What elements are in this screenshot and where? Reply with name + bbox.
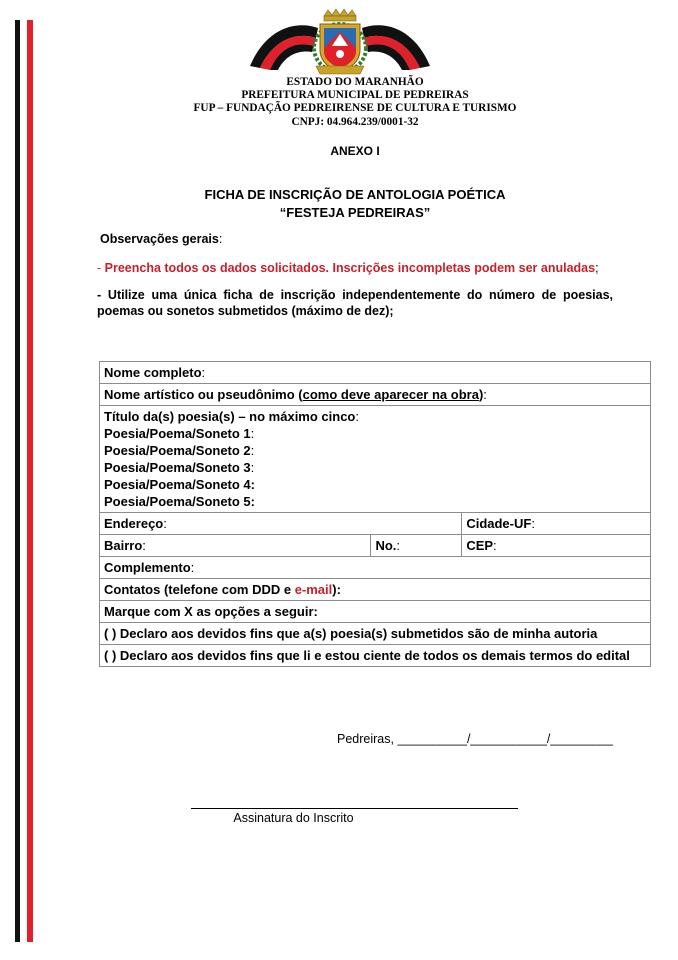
neighborhood-field[interactable] [100,535,371,557]
poem-3 [104,459,646,476]
observations-heading-colon: : [218,232,223,246]
row-complement [100,557,651,579]
note-fill-all-data [97,261,599,275]
row-full-name [100,362,651,384]
address-field[interactable] [100,513,462,535]
declaration-authorship-checkbox[interactable]: ( ) Declaro aos devidos fins que a(s) poesia(s) submetidos são de minha autoria [100,623,651,645]
note1-semicolon: ; [595,261,599,275]
row-declaration-1 [100,623,651,645]
neighborhood-label: Bairro [104,538,143,553]
colon: : [355,409,359,424]
colon: : [531,516,535,531]
mark-x-instruction: Marque com X as opções a seguir: [100,601,651,623]
number-label: No. [375,538,397,553]
full-name-label: Nome completo [104,365,202,380]
observations-heading [100,232,222,246]
zip-label: CEP [466,538,494,553]
poem-1-label: Poesia/Poema/Soneto 1 [104,426,251,441]
header-state: ESTADO DO MARANHÃO [286,76,424,88]
coat-of-arms-icon [246,8,434,76]
city-label: Cidade-UF [466,516,532,531]
poem-2 [104,442,646,459]
complement-label: Complemento [104,560,191,575]
artistic-name-paren: ) [478,387,484,402]
row-contacts [100,579,651,601]
form-title-line2: “FESTEJA PEDREIRAS” [279,205,431,220]
date-line[interactable]: Pedreiras, __________/___________/_________ [337,732,613,746]
header-prefecture: PREFEITURA MUNICIPAL DE PEDREIRAS [241,89,469,102]
colon: : [142,538,146,553]
artistic-name-label: Nome artístico ou pseudônimo ( [104,387,303,402]
poem-1 [104,425,646,442]
row-declaration-2 [100,645,651,667]
zip-field[interactable] [462,535,651,557]
colon: : [250,426,255,441]
colon: : [483,387,487,402]
row-mark-x [100,601,651,623]
note-single-form: - Utilize uma única ficha de inscrição independentemente do número de poesias, poemas ou sonetos submetidos (máximo de dez); [97,288,613,318]
institution-header [150,76,560,129]
complement-field[interactable] [100,557,651,579]
signature-label: Assinatura do Inscrito [233,811,354,825]
colon: : [190,560,195,575]
note1-dash: - [97,261,105,275]
poem-5 [104,493,646,510]
row-poem-titles [100,406,651,513]
colon: : [201,365,206,380]
declaration-terms-checkbox[interactable]: ( ) Declaro aos devidos fins que li e estou ciente de todos os demais termos do edital [100,645,651,667]
left-stripe-red [27,20,33,942]
left-stripe-black [15,20,20,942]
observations-heading-text: Observações gerais [100,232,219,246]
colon: : [493,538,497,553]
poem-titles-field[interactable] [100,406,651,513]
row-address [100,513,651,535]
colon: : [163,516,167,531]
header-cnpj: CNPJ: 04.964.239/0001-32 [291,115,419,128]
poem-2-label: Poesia/Poema/Soneto 2 [104,443,251,458]
poem-5-label: Poesia/Poema/Soneto 5: [104,494,255,509]
colon: : [396,538,401,553]
contacts-field[interactable] [100,579,651,601]
form-title [150,186,560,222]
artistic-name-hint: como deve aparecer na obra [302,387,479,402]
poem-titles-label: Título da(s) poesia(s) – no máximo cinco [104,409,356,424]
address-label: Endereço [104,516,164,531]
row-artistic-name [100,384,651,406]
artistic-name-field[interactable] [100,384,651,406]
full-name-field[interactable] [100,362,651,384]
form-title-line1: FICHA DE INSCRIÇÃO DE ANTOLOGIA POÉTICA [204,187,506,202]
poem-4 [104,476,646,493]
city-field[interactable] [462,513,651,535]
signature-line[interactable] [191,808,518,809]
row-neighborhood [100,535,651,557]
contacts-email-word: e-mail [294,582,333,597]
colon: : [250,460,255,475]
annex-title: ANEXO I [330,144,380,158]
contacts-label: Contatos (telefone com DDD e [104,582,295,597]
poem-3-label: Poesia/Poema/Soneto 3 [104,460,251,475]
note1-text: Preencha todos os dados solicitados. Inscrições incompletas podem ser anuladas [104,261,596,275]
header-foundation: FUP – FUNDAÇÃO PEDREIRENSE DE CULTURA E TURISMO [193,102,517,115]
number-field[interactable] [371,535,462,557]
poem-titles-heading [104,408,646,425]
registration-form-table [99,361,651,667]
contacts-suffix: ): [332,582,341,597]
poem-4-label: Poesia/Poema/Soneto 4: [104,477,255,492]
colon: : [250,443,255,458]
